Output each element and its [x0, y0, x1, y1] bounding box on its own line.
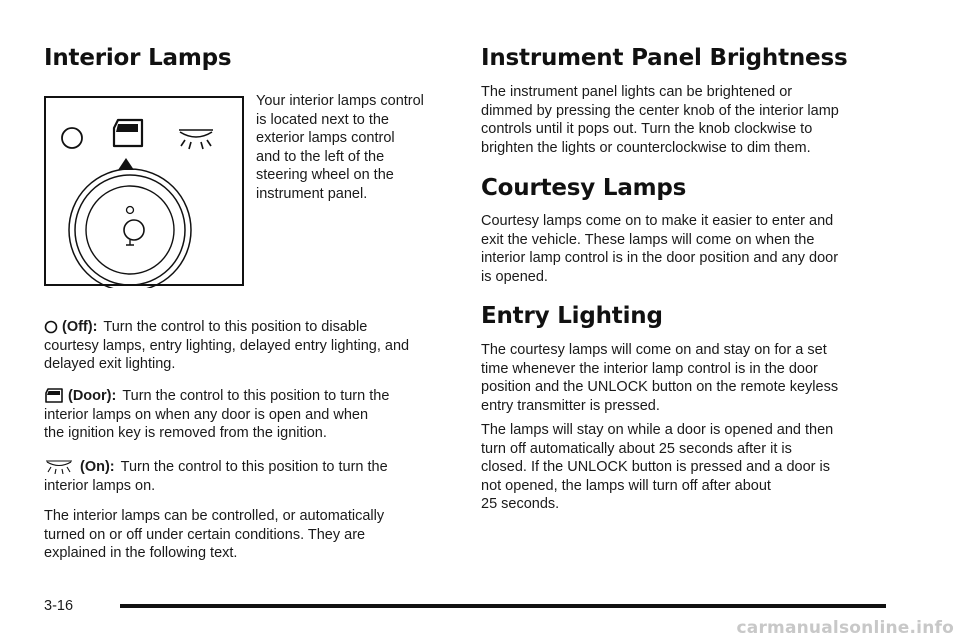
interior-lamp-control-illustration: [44, 96, 244, 286]
courtesy-line: interior lamp control is in the door position and any door: [481, 250, 839, 267]
door-item: [44, 387, 452, 443]
courtesy-paragraph: [481, 212, 921, 286]
door-text: interior lamps on when any door is open and when: [44, 406, 369, 423]
instrument-panel-brightness-heading: Instrument Panel Brightness: [481, 45, 848, 71]
brightness-line: The instrument panel lights can be brightened or: [481, 84, 793, 100]
intro-paragraph: [256, 92, 452, 204]
door-label: (Door):: [68, 388, 117, 404]
interior-lamps-heading: Interior Lamps: [44, 45, 232, 71]
entry-line: turn off automatically about 25 seconds after it is: [481, 440, 792, 457]
watermark: carmanualsonline.info: [736, 618, 954, 638]
courtesy-lamps-heading: Courtesy Lamps: [481, 175, 687, 201]
intro-line: exterior lamps control: [256, 130, 395, 147]
entry-line: The courtesy lamps will come on and stay on for a set: [481, 342, 827, 358]
entry-line: 25 seconds.: [481, 496, 560, 513]
on-text: Turn the control to this position to turn the: [120, 459, 388, 475]
footer-rule: [120, 604, 886, 608]
on-text: interior lamps on.: [44, 477, 156, 494]
closing-line: explained in the following text.: [44, 545, 238, 562]
off-text: Turn the control to this position to disable: [103, 319, 368, 335]
intro-line: steering wheel on the: [256, 167, 394, 184]
off-circle-icon: [44, 320, 58, 334]
door-icon: [114, 120, 142, 146]
entry-line: time whenever the interior lamp control is in the door: [481, 360, 818, 377]
pointer-indicator: [118, 158, 134, 170]
brightness-line: controls until it pops out. Turn the knob clockwise to: [481, 121, 813, 138]
entry-line: entry transmitter is pressed.: [481, 397, 660, 414]
entry-line: closed. If the UNLOCK button is pressed and a door is: [481, 459, 830, 476]
courtesy-line: Courtesy lamps come on to make it easier to enter and: [481, 213, 834, 229]
entry-line: position and the UNLOCK button on the remote keyless: [481, 379, 839, 396]
closing-paragraph: [44, 507, 452, 563]
courtesy-line: exit the vehicle. These lamps will come on when the: [481, 231, 815, 248]
intro-line: Your interior lamps control: [256, 93, 424, 109]
off-circle-icon: [62, 128, 82, 148]
entry-line: not opened, the lamps will turn off after about: [481, 477, 771, 494]
closing-line: The interior lamps can be controlled, or automatically: [44, 508, 385, 524]
off-text: courtesy lamps, entry lighting, delayed entry lighting, and: [44, 337, 410, 354]
brightness-line: brighten the lights or counterclockwise to dim them.: [481, 139, 811, 156]
on-label: (On):: [80, 459, 115, 475]
door-icon: [44, 387, 64, 403]
entry-line: The lamps will stay on while a door is opened and then: [481, 422, 834, 438]
brightness-line: dimmed by pressing the center knob of the interior lamp: [481, 102, 839, 119]
entry-paragraph-2: [481, 421, 921, 514]
closing-line: turned on or off under certain conditions. They are: [44, 526, 366, 543]
off-item: [44, 318, 452, 374]
courtesy-line: is opened.: [481, 268, 548, 285]
lamp-control-knob: [69, 169, 191, 288]
off-label: (Off):: [62, 319, 98, 335]
intro-line: and to the left of the: [256, 148, 385, 165]
door-text: Turn the control to this position to turn the: [122, 388, 390, 404]
intro-line: is located next to the: [256, 111, 389, 128]
on-item: [44, 458, 452, 495]
door-text: the ignition key is removed from the ignition.: [44, 425, 327, 442]
dome-lamp-icon: [44, 458, 76, 474]
entry-paragraph-1: [481, 341, 921, 415]
entry-lighting-heading: Entry Lighting: [481, 303, 663, 329]
brightness-paragraph: [481, 83, 921, 157]
off-text: delayed exit lighting.: [44, 356, 176, 373]
page-number: 3-16: [44, 598, 74, 614]
dome-lamp-icon: [179, 130, 213, 149]
intro-line: instrument panel.: [256, 185, 368, 202]
